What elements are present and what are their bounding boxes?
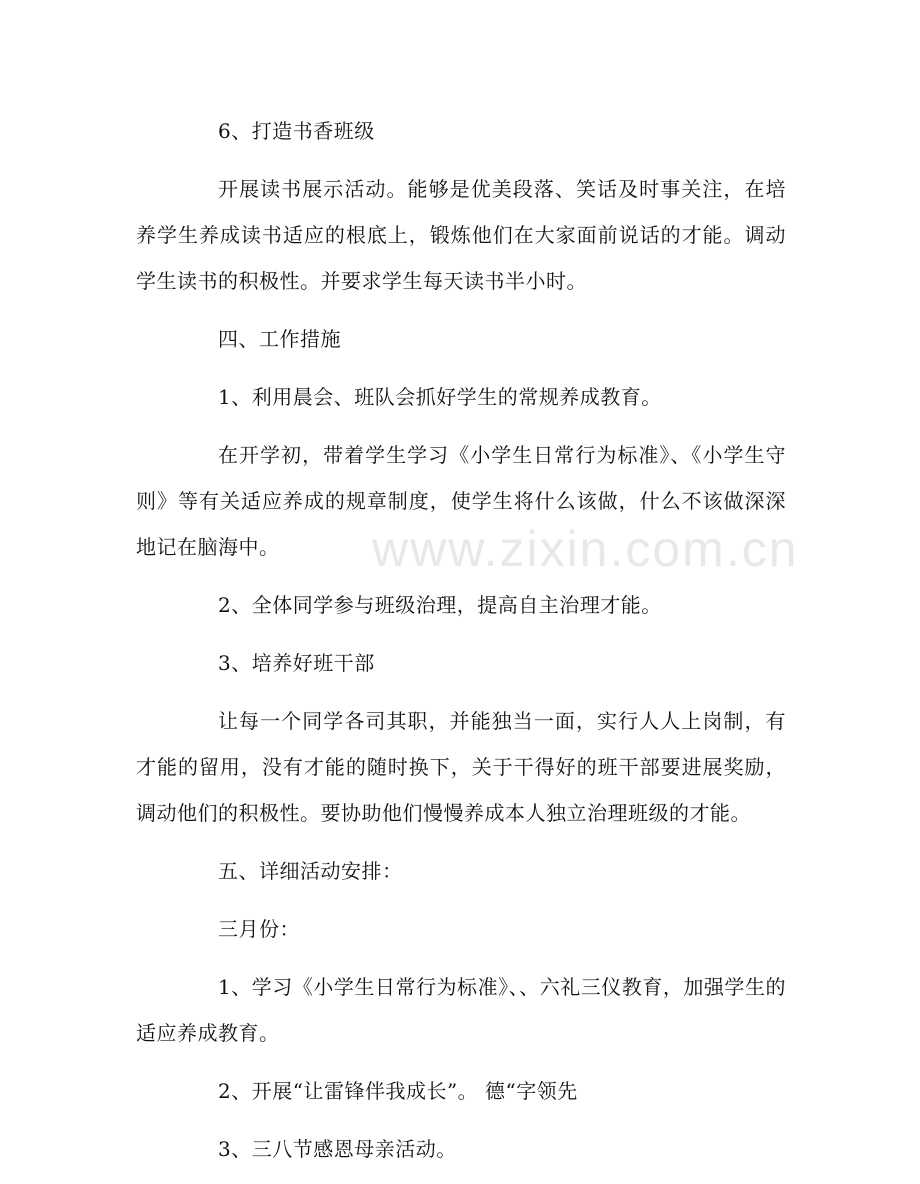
march-item-1: 1、学习《小学生日常行为标准》、、六礼三仪教育，加强学生的适应养成教育。 [136,975,786,1045]
watermark-text: www.zixin.com.cn [372,521,799,577]
paragraph-class-cadres: 让每一个同学各司其职，并能独当一面，实行人人上岗制，有才能的留用，没有才能的随时换下，关于干得好的班干部要进展奖励，调动他们的积极性。要协助他们慢慢养成本人独立治理班级的才能。 [136,709,786,825]
heading-reading-class: 6、打造书香班级 [218,119,375,143]
measure-item-1: 1、利用晨会、班队会抓好学生的常规养成教育。 [218,385,662,409]
march-item-2: 2、开展“让雷锋伴我成长”。 德“字领先 [218,1079,578,1103]
paragraph-reading-activities: 开展读书展示活动。能够是优美段落、笑话及时事关注，在培养学生养成读书适应的根底上，锻炼他们在大家面前说话的才能。调动学生读书的积极性。并要求学生每天读书半小时。 [136,177,786,293]
paragraph-rules-study: 在开学初，带着学生学习《小学生日常行为标准》、《小学生守则》等有关适应养成的规章制度，使学生将什么该做，什么不该做深深地记在脑海中。 [136,443,786,559]
measure-item-2: 2、全体同学参与班级治理，提高自主治理才能。 [218,593,662,617]
document-body [136,108,786,1184]
measure-item-3: 3、培养好班干部 [218,651,375,675]
heading-march: 三月份： [218,917,300,941]
heading-activity-schedule: 五、详细活动安排： [218,859,403,883]
heading-work-measures: 四、工作措施 [218,327,341,351]
march-item-3: 3、三八节感恩母亲活动。 [218,1137,457,1161]
